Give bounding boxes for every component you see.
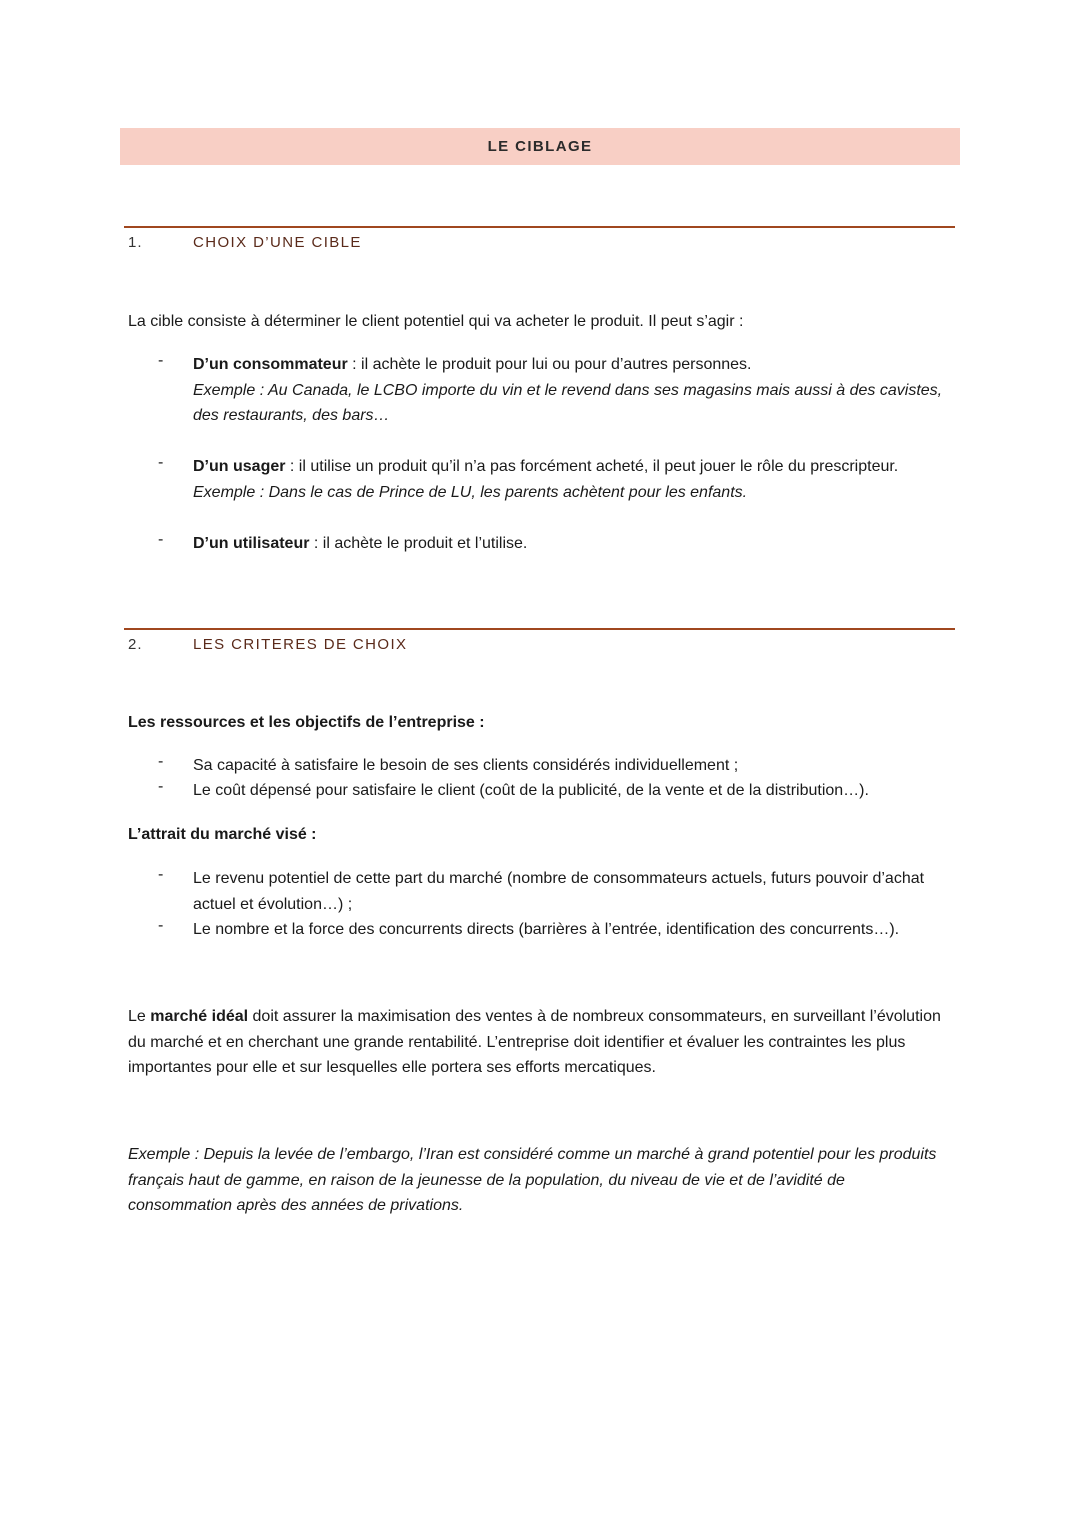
group-1-heading: Les ressources et les objectifs de l’entreprise : [128, 714, 485, 731]
example-usager: Exemple : Dans le cas de Prince de LU, les parents achètent pour les enfants. [193, 483, 748, 501]
list-dash: - [158, 531, 164, 548]
list-dash: - [158, 866, 164, 883]
list-dash: - [158, 753, 164, 770]
ideal-text: doit assurer la maximisation des ventes à de nombreux consommateurs, en surveillant l’évolution du marché et en cherchant une grande rentabilité. L’entreprise doit identifier et évaluer les contraintes les plus importantes pour elle et sur lesquelles elle portera ses efforts mercatiques. [128, 1008, 941, 1076]
list-item-consommateur [193, 352, 953, 429]
list-item-utilisateur [193, 531, 953, 557]
ideal-prefix: Le [128, 1008, 151, 1025]
section-2-number: 2. [128, 636, 143, 653]
title-band [120, 128, 960, 165]
text-consommateur: : il achète le produit pour lui ou pour d’autres personnes. [347, 356, 752, 373]
list-dash: - [158, 778, 164, 795]
section-2-rule [124, 628, 955, 630]
list-item-usager [193, 454, 953, 505]
iran-example: Exemple : Depuis la levée de l’embargo, l’Iran est considéré comme un marché à grand potentiel pour les produits français haut de gamme, en raison de la jeunesse de la population, du niveau de vie et de l’avidité de consommation après des années de privations. [128, 1146, 937, 1214]
text-utilisateur: : il achète le produit et l’utilise. [309, 535, 528, 552]
group-2-item: Le nombre et la force des concurrents directs (barrières à l’entrée, identification des concurrents…). [193, 921, 900, 938]
term-consommateur: D’un consommateur [193, 356, 348, 373]
group-1-item: Le coût dépensé pour satisfaire le client (coût de la publicité, de la vente et de la distribution…). [193, 782, 869, 799]
example-consommateur: Exemple : Au Canada, le LCBO importe du vin et le revend dans ses magasins mais aussi à des cavistes, des restaurants, des bars… [193, 381, 943, 424]
group-2-item: Le revenu potentiel de cette part du marché (nombre de consommateurs actuels, futurs pouvoir d’achat actuel et évolution…) ; [193, 870, 925, 913]
section-1-number: 1. [128, 234, 143, 251]
section-1-title: CHOIX D’UNE CIBLE [193, 234, 362, 251]
ideal-market-paragraph [128, 1004, 948, 1081]
group-2-heading: L’attrait du marché visé : [128, 826, 317, 843]
term-utilisateur: D’un utilisateur [193, 535, 310, 552]
term-usager: D’un usager [193, 458, 286, 475]
section-1-rule [124, 226, 955, 228]
list-dash: - [158, 454, 164, 471]
group-1-item: Sa capacité à satisfaire le besoin de ses clients considérés individuellement ; [193, 757, 739, 774]
list-dash: - [158, 917, 164, 934]
list-dash: - [158, 352, 164, 369]
ideal-term: marché idéal [150, 1008, 249, 1025]
section-2-title: LES CRITERES DE CHOIX [193, 636, 408, 653]
text-usager: : il utilise un produit qu’il n’a pas forcément acheté, il peut jouer le rôle du prescripteur. [285, 458, 899, 475]
page-title: LE CIBLAGE [487, 138, 593, 155]
section-1-intro: La cible consiste à déterminer le client potentiel qui va acheter le produit. Il peut s’agir : [128, 313, 744, 330]
